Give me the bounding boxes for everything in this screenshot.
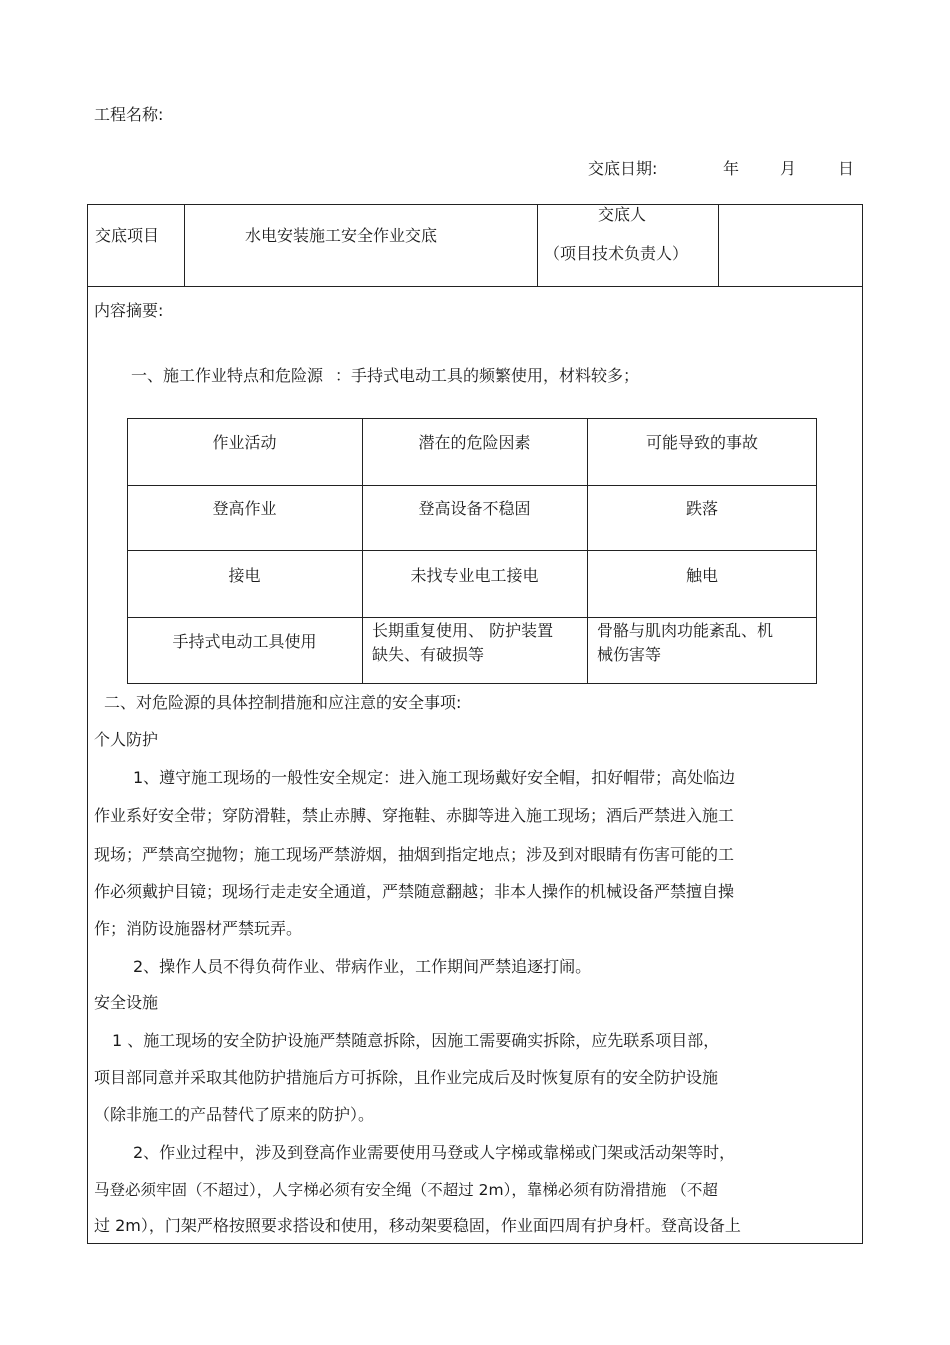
paragraph-line: 马登必须牢固（不超过），人字梯必须有安全绳（不超过 2m），靠梯必须有防滑措施 （不超 <box>94 1181 718 1199</box>
divider <box>537 204 538 286</box>
paragraph-line: 现场；严禁高空抛物；施工现场严禁游烟，抽烟到指定地点；涉及到对眼睛有伤害可能的工 <box>94 845 735 864</box>
table-cell: 接电 <box>228 566 261 585</box>
section1-heading: 一、施工作业特点和危险源 <box>131 366 324 385</box>
table-cell: 械伤害等 <box>597 645 662 664</box>
paragraph-line: 2、操作人员不得负荷作业、带病作业，工作期间严禁追逐打闹。 <box>133 957 592 976</box>
section1-colon: ： <box>335 366 352 385</box>
table-header-cell: 作业活动 <box>212 433 277 452</box>
section2-title: 二、对危险源的具体控制措施和应注意的安全事项: <box>104 693 462 712</box>
divider <box>127 550 817 551</box>
section1-text: 手持式电动工具的频繁使用，材料较多； <box>351 366 640 385</box>
project-name-label: 工程名称: <box>94 105 164 124</box>
table-cell: 登高作业 <box>212 499 277 518</box>
divider <box>718 204 719 286</box>
person-label: 交底人 <box>598 205 647 224</box>
table-cell: 登高设备不稳固 <box>418 499 531 518</box>
table-header-cell: 可能导致的事故 <box>645 433 758 452</box>
divider <box>127 485 817 486</box>
table-header-cell: 潜在的危险因素 <box>418 433 531 452</box>
summary-label: 内容摘要: <box>94 301 164 320</box>
table-cell: 长期重复使用、 防护装置 <box>372 621 554 640</box>
table-cell: 触电 <box>685 566 718 585</box>
paragraph-line: 2、作业过程中，涉及到登高作业需要使用马登或人字梯或靠梯或门架或活动架等时， <box>133 1143 736 1162</box>
paragraph-line: 过 2m），门架严格按照要求搭设和使用，移动架要稳固，作业面四周有护身杆。登高设备上 <box>94 1216 741 1235</box>
date-row <box>588 156 858 176</box>
paragraph-line: 作业系好安全带；穿防滑鞋，禁止赤膊、穿拖鞋、赤脚等进入施工现场；酒后严禁进入施工 <box>94 806 735 825</box>
paragraph-line: 1、遵守施工现场的一般性安全规定：进入施工现场戴好安全帽，扣好帽带；高处临边 <box>133 768 736 787</box>
safety-facilities-title: 安全设施 <box>94 993 159 1012</box>
personal-protection-title: 个人防护 <box>94 730 159 749</box>
divider <box>127 617 817 618</box>
disclosure-form <box>87 204 863 1244</box>
paragraph-line: 作必须戴护目镜；现场行走走安全通道，严禁随意翻越；非本人操作的机械设备严禁擅自操 <box>94 882 735 901</box>
paragraph-line: （除非施工的产品替代了原来的防护）。 <box>94 1105 375 1124</box>
item-label: 交底项目 <box>95 226 160 245</box>
divider <box>362 418 363 684</box>
divider <box>87 286 863 287</box>
table-cell: 手持式电动工具使用 <box>172 632 317 651</box>
paragraph-line: 1 、施工现场的安全防护设施严禁随意拆除，因施工需要确实拆除，应先联系项目部， <box>112 1031 720 1050</box>
table-cell: 跌落 <box>685 499 718 518</box>
divider <box>184 204 185 286</box>
item-value: 水电安装施工安全作业交底 <box>245 226 438 245</box>
date-label: 交底日期: <box>588 159 658 178</box>
date-day: 日 <box>838 159 855 178</box>
person-sublabel: （项目技术负责人） <box>544 244 689 263</box>
divider <box>587 418 588 684</box>
date-month: 月 <box>780 159 797 178</box>
section1-title <box>131 366 639 385</box>
table-cell: 未找专业电工接电 <box>410 566 539 585</box>
paragraph-line: 作；消防设施器材严禁玩弄。 <box>94 919 303 938</box>
date-year: 年 <box>723 159 740 178</box>
paragraph-line: 项目部同意并采取其他防护措施后方可拆除，且作业完成后及时恢复原有的安全防护设施 <box>94 1068 719 1087</box>
table-cell: 骨骼与肌肉功能紊乱、机 <box>597 621 774 640</box>
table-cell: 缺失、有破损等 <box>372 645 485 664</box>
